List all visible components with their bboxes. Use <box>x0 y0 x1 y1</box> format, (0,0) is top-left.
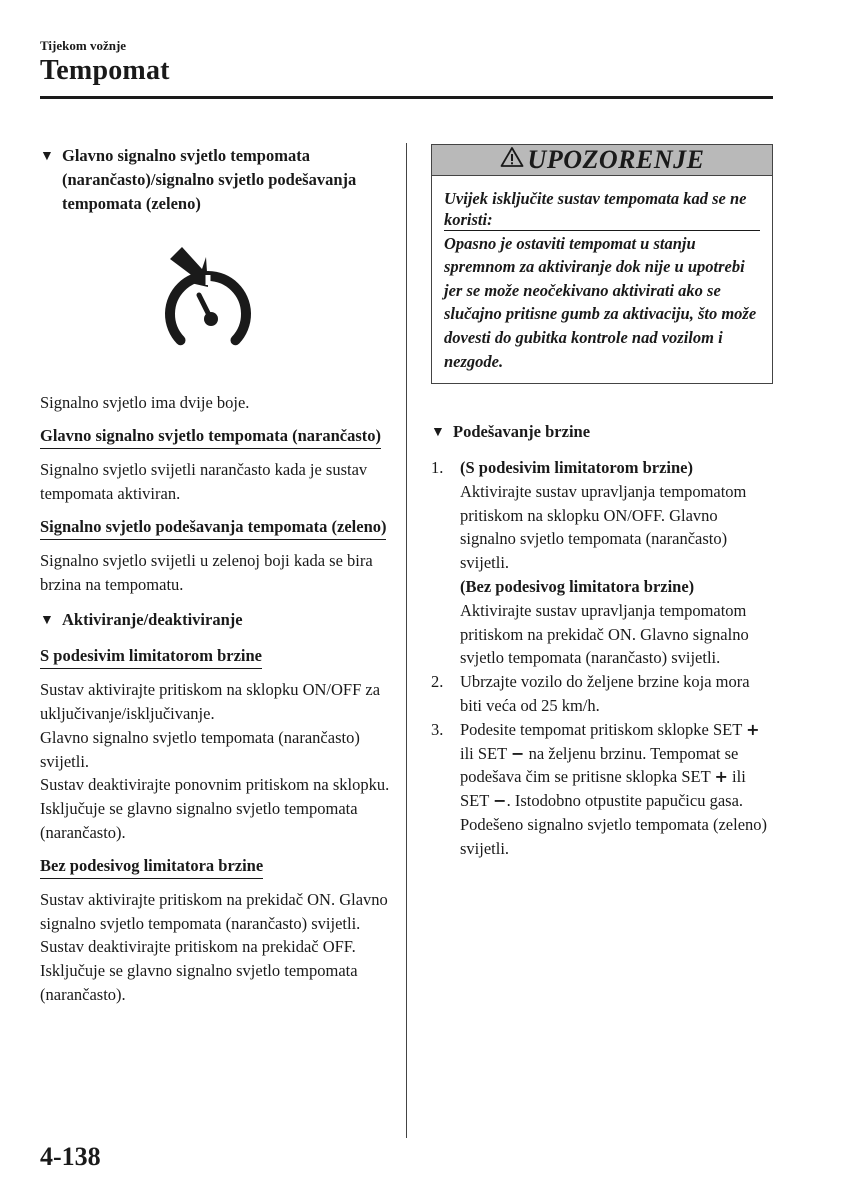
minus-icon: − <box>493 791 507 811</box>
step-number: 3. <box>431 719 444 739</box>
subheading-without-limiter: Bez podesivog limitatora brzine <box>40 855 263 879</box>
warning-triangle-icon <box>500 146 524 175</box>
page-number: 4-138 <box>40 1142 101 1171</box>
list-item <box>431 670 773 718</box>
warning-lead: Uvijek isključite sustav tempomata kad se ne koristi: <box>444 188 760 231</box>
subheading-main-light: Glavno signalno svjetlo tempomata (narančasto) <box>40 425 381 449</box>
steps-list <box>431 456 773 861</box>
step-subtitle: (S podesivim limitatorom brzine) <box>460 457 693 477</box>
step-text: Aktivirajte sustav upravljanja tempomatom pritiskom na sklopku ON/OFF. Glavno signalno svjetlo tempomata (narančasto) svijetli. <box>460 481 747 573</box>
step-number: 2. <box>431 672 444 692</box>
warning-text: Opasno je ostaviti tempomat u stanju spremnom za aktiviranje dok nije u upotrebi jer se može neočekivano aktivirati ako se slučajno pritisne gumb za aktivaciju, što može dovesti do gubitka kontrole nad vozilom i nezgode. <box>444 233 757 371</box>
set-light-text: Signalno svjetlo svijetli u zelenoj boji kada se bira brzina na tempomatu. <box>40 550 373 594</box>
warning-title: UPOZORENJE <box>527 145 705 175</box>
warning-header <box>432 145 772 176</box>
step-text-part: ili SET <box>460 767 746 811</box>
list-item <box>431 456 773 670</box>
without-limiter-line: Sustav aktivirajte pritiskom na prekidač ON. Glavno signalno svjetlo tempomata (narančasto) svijetli. <box>40 889 388 933</box>
with-limiter-line: Isključuje se glavno signalno svjetlo tempomata (narančasto). <box>40 799 358 842</box>
page-title: Tempomat <box>40 55 170 86</box>
list-item <box>431 718 773 861</box>
heading-text: Glavno signalno svjetlo tempomata (narančasto)/signalno svjetlo podešavanja tempomata (zeleno) <box>62 146 357 213</box>
column-divider <box>406 143 407 1138</box>
without-limiter-line: Isključuje se glavno signalno svjetlo tempomata (narančasto). <box>40 961 358 1004</box>
step-subtitle: (Bez podesivog limitatora brzine) <box>460 576 695 596</box>
title-rule <box>40 96 773 99</box>
with-limiter-line: Sustav deaktivirajte ponovnim pritiskom na sklopku. <box>40 775 390 795</box>
main-light-text: Signalno svjetlo svijetli narančasto kada je sustav tempomata aktiviran. <box>40 460 368 503</box>
heading-text: Podešavanje brzine <box>453 422 591 442</box>
step-text: Aktivirajte sustav upravljanja tempomatom pritiskom na prekidač ON. Glavno signalno svjetlo tempomata (narančasto) svijetli. <box>460 600 749 668</box>
heading-speed-setting <box>431 420 773 444</box>
triangle-bullet-icon: ▼ <box>431 425 445 441</box>
heading-text: Aktiviranje/deaktiviranje <box>62 610 243 630</box>
intro-text: Signalno svjetlo ima dvije boje. <box>40 393 250 413</box>
cruise-control-icon <box>158 241 258 361</box>
step-text <box>460 718 773 861</box>
step-text: Ubrzajte vozilo do željene brzine koja mora biti veća od 25 km/h. <box>460 672 750 715</box>
with-limiter-line: Glavno signalno svjetlo tempomata (narančasto) svijetli. <box>40 727 360 771</box>
warning-body <box>432 176 772 383</box>
triangle-bullet-icon: ▼ <box>40 613 54 629</box>
minus-icon: − <box>511 743 525 763</box>
subheading-set-light: Signalno svjetlo podešavanja tempomata (zeleno) <box>40 516 386 540</box>
step-text-part: na željenu brzinu. Tempomat se podešava čim se pritisne sklopka SET <box>460 743 739 787</box>
warning-box <box>431 144 773 384</box>
left-column <box>40 144 390 1007</box>
subheading-with-limiter: S podesivim limitatorom brzine <box>40 645 262 669</box>
without-limiter-line: Sustav deaktivirajte pritiskom na prekidač OFF. <box>40 937 356 957</box>
step-text-part: . Istodobno otpustite papučicu gasa. Podešeno signalno svjetlo tempomata (zeleno) svijetli. <box>460 791 768 858</box>
step-number: 1. <box>431 457 444 477</box>
step-text-part: ili SET <box>460 743 507 763</box>
plus-icon: + <box>714 767 728 787</box>
section-label: Tijekom vožnje <box>40 38 127 53</box>
plus-icon: + <box>746 719 760 739</box>
step-text-part: Podesite tempomat pritiskom sklopke SET <box>460 719 743 739</box>
heading-indicator-lights <box>40 144 390 215</box>
with-limiter-line: Sustav aktivirajte pritiskom na sklopku ON/OFF za uključivanje/isključivanje. <box>40 680 381 723</box>
right-column <box>431 144 773 861</box>
triangle-bullet-icon: ▼ <box>40 149 54 164</box>
heading-activation <box>40 608 390 632</box>
